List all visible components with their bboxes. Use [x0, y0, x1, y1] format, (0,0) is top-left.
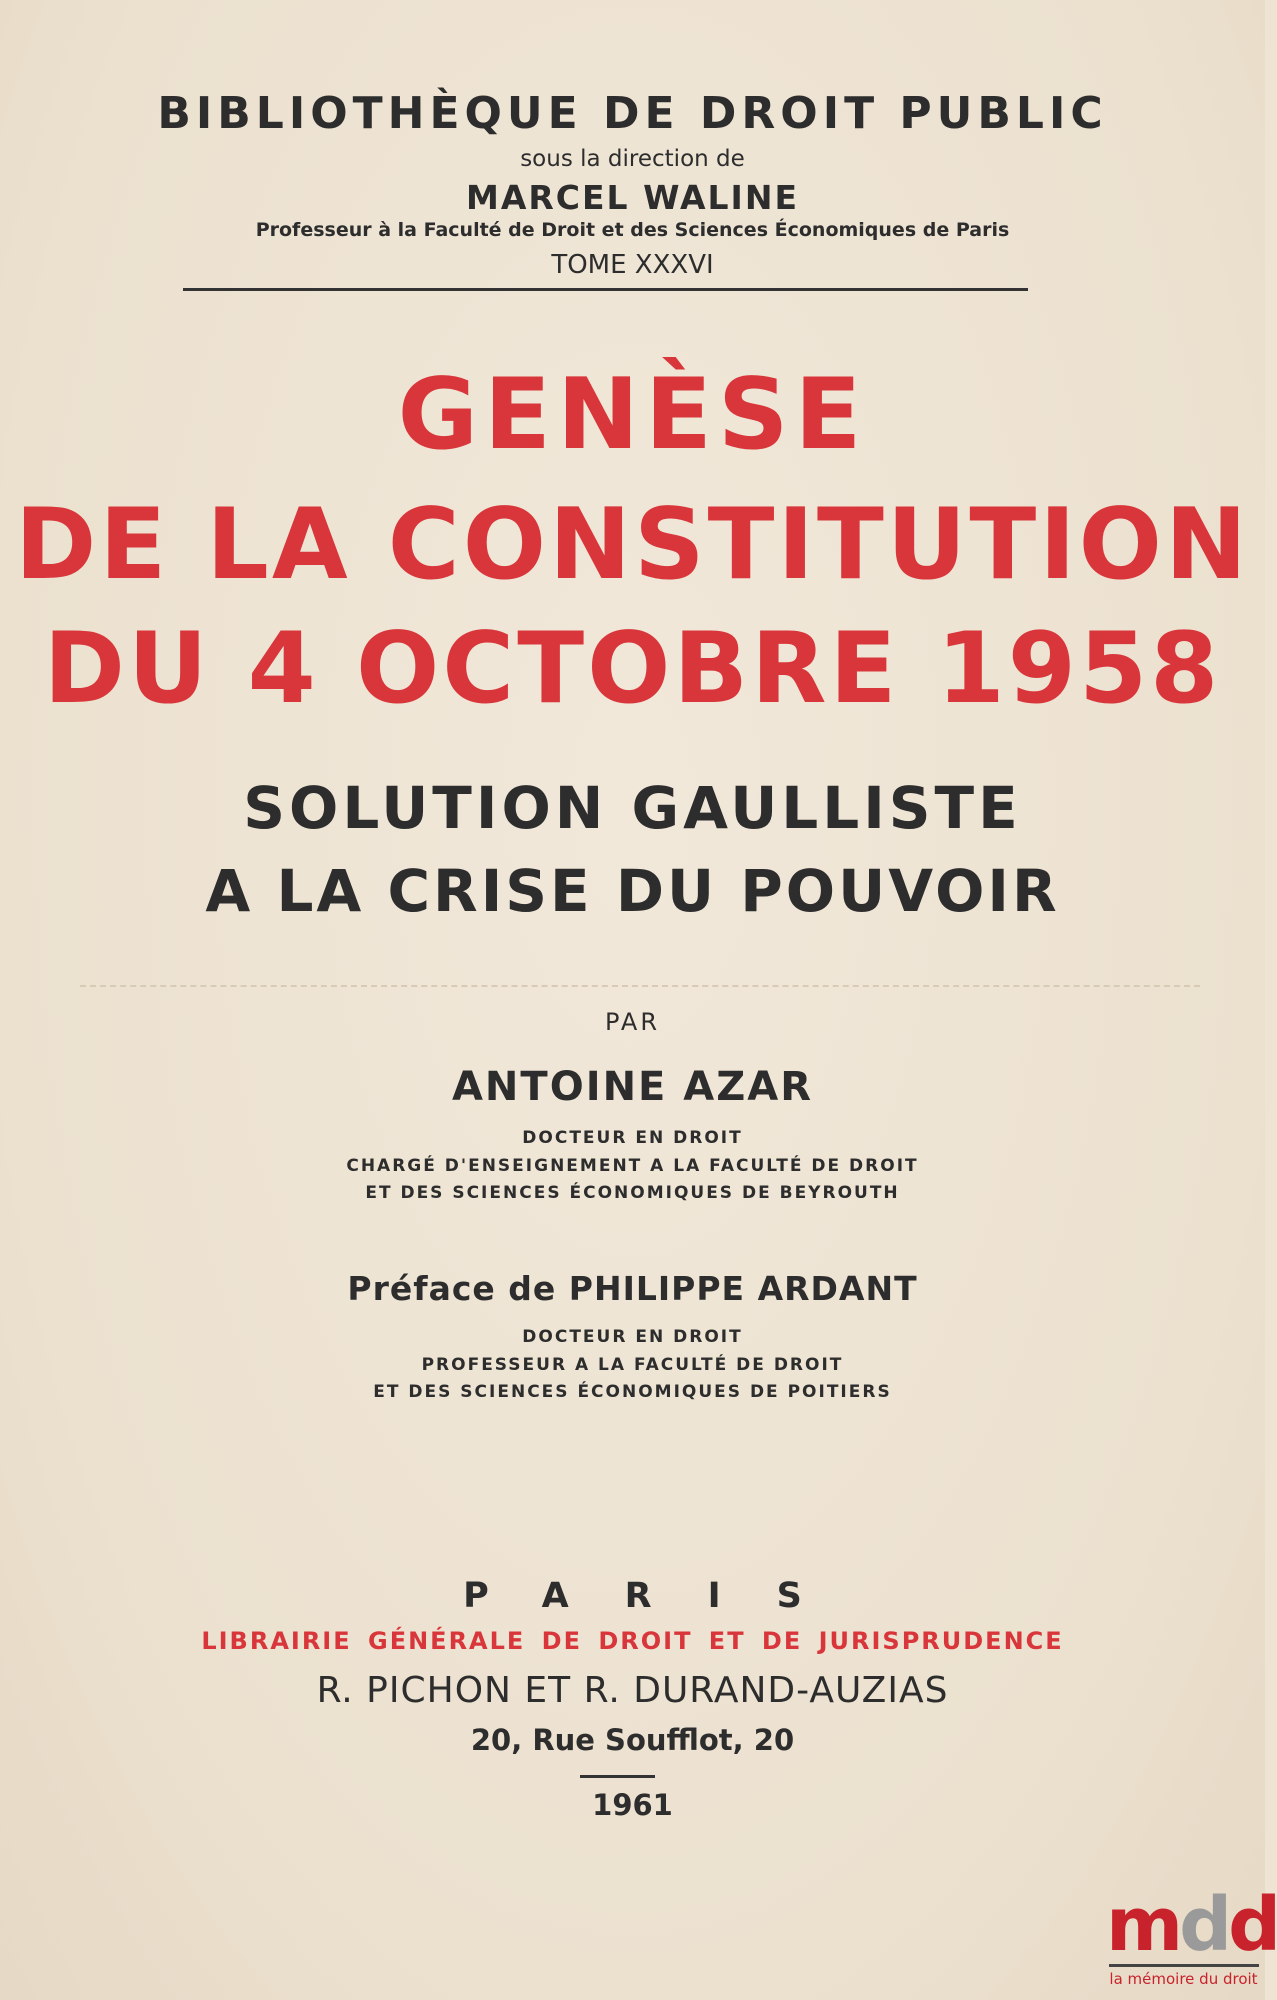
logo-caption: la mémoire du droit	[1109, 1970, 1258, 1988]
preface-credential: ET DES SCIENCES ÉCONOMIQUES DE POITIERS	[373, 1382, 892, 1402]
logo-letter: m	[1106, 1882, 1180, 1968]
logo-letter: d	[1179, 1882, 1229, 1968]
subtitle-line-1: SOLUTION GAULLISTE	[243, 774, 1022, 842]
page-fold-mark	[80, 985, 1200, 987]
author-credential: DOCTEUR EN DROIT	[522, 1128, 743, 1148]
director-affiliation: Professeur à la Faculté de Droit et des Sciences Économiques de Paris	[255, 219, 1010, 241]
preface-line: Préface de PHILIPPE ARDANT	[347, 1269, 918, 1308]
publication-year: 1961	[592, 1788, 673, 1822]
year-rule	[580, 1775, 655, 1778]
logo-letter: d	[1228, 1882, 1277, 1968]
publisher-address: 20, Rue Soufflot, 20	[470, 1723, 795, 1757]
series-director: MARCEL WALINE	[466, 178, 799, 217]
tome-number: TOME XXXVI	[551, 250, 714, 280]
book-title-line-3: DU 4 OCTOBRE 1958	[43, 612, 1222, 726]
publisher-imprint: R. PICHON ET R. DURAND-AUZIAS	[316, 1670, 949, 1711]
by-label: PAR	[604, 1008, 661, 1036]
book-title-line-2: DE LA CONSTITUTION	[14, 488, 1251, 602]
mdd-logo-mark	[1106, 1882, 1277, 1968]
preface-credential: PROFESSEUR A LA FACULTÉ DE DROIT	[421, 1355, 844, 1375]
book-title-line-1: GENÈSE	[397, 358, 868, 472]
preface-credential: DOCTEUR EN DROIT	[522, 1327, 743, 1347]
direction-label: sous la direction de	[520, 146, 745, 172]
author-name: ANTOINE AZAR	[451, 1064, 814, 1110]
publisher-name: LIBRAIRIE GÉNÉRALE DE DROIT ET DE JURISPRUDENCE	[201, 1627, 1064, 1655]
author-credential: CHARGÉ D'ENSEIGNEMENT A LA FACULTÉ DE DROIT	[346, 1156, 919, 1176]
author-credential: ET DES SCIENCES ÉCONOMIQUES DE BEYROUTH	[365, 1183, 900, 1203]
header-rule	[183, 288, 1028, 291]
series-title: BIBLIOTHÈQUE DE DROIT PUBLIC	[157, 88, 1108, 139]
subtitle-line-2: A LA CRISE DU POUVOIR	[205, 857, 1060, 925]
publication-city: PARIS	[463, 1576, 858, 1616]
mdd-logo	[1106, 1882, 1277, 1994]
